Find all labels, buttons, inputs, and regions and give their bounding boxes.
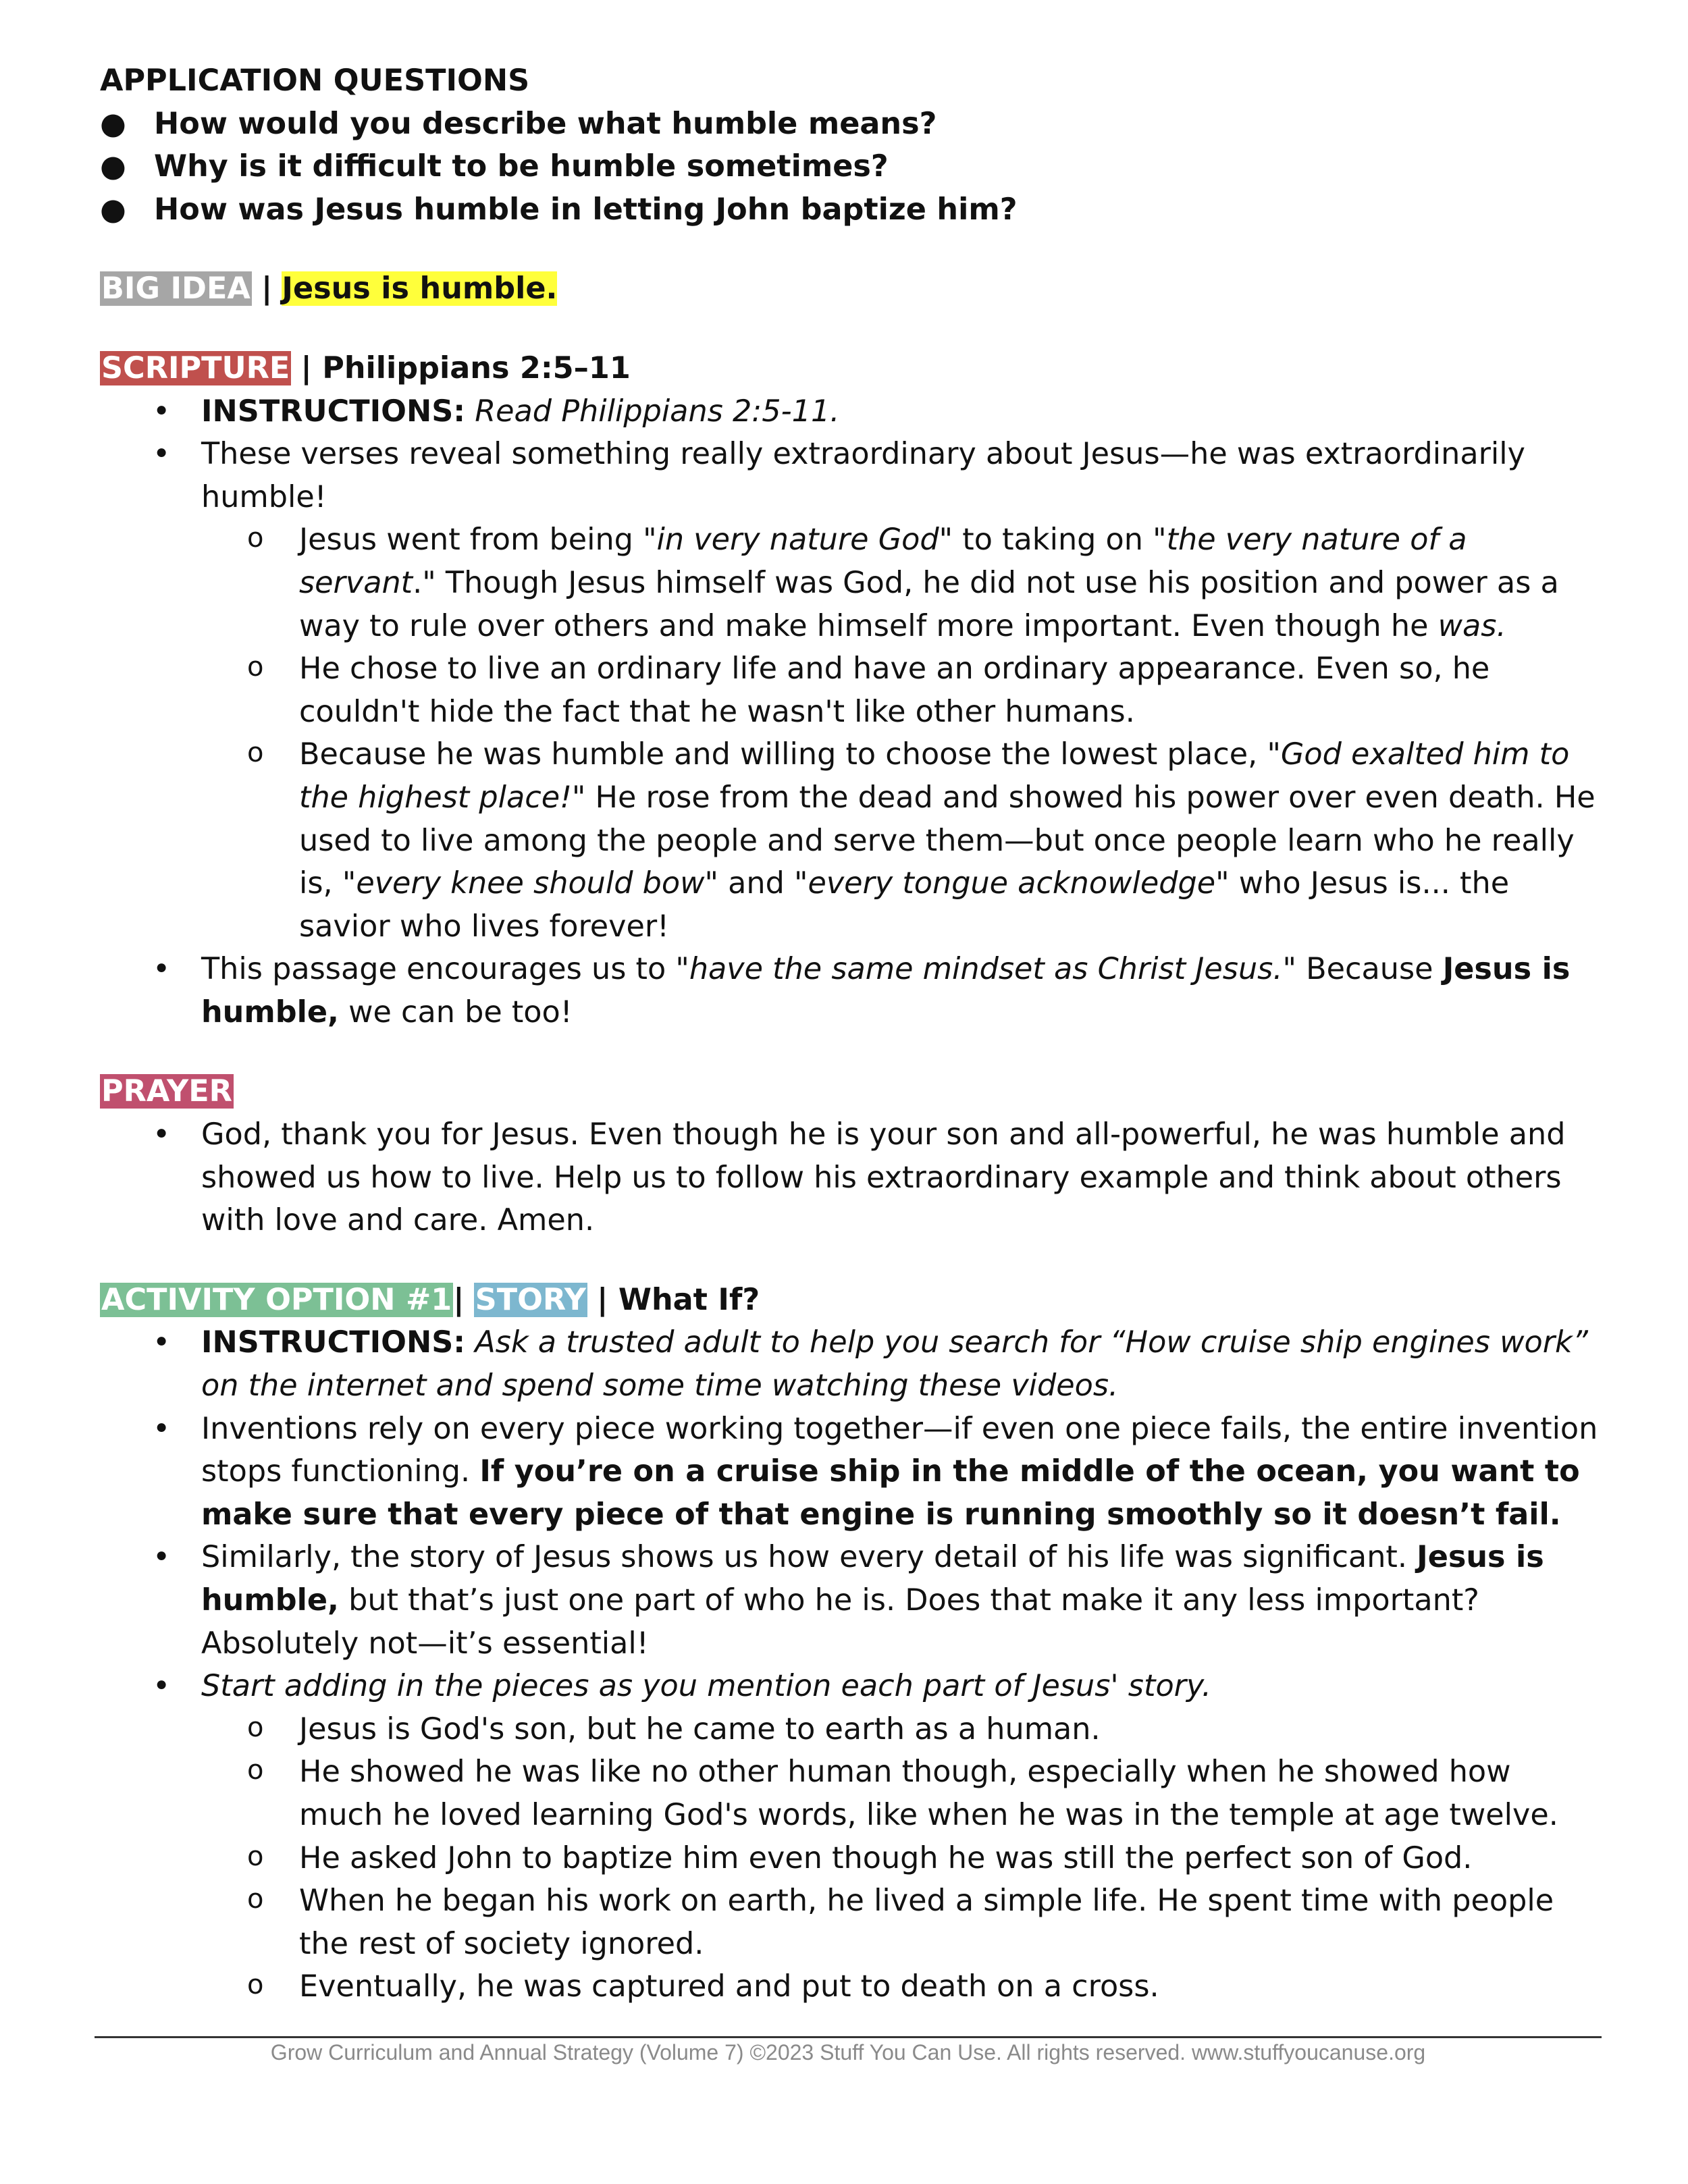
big-idea-text: Jesus is humble. — [282, 271, 558, 307]
circle-bullet-icon: o — [247, 1884, 264, 1915]
big-idea-label: BIG IDEA — [101, 271, 250, 307]
list-item — [100, 948, 1599, 1034]
list-item — [100, 1536, 1599, 1665]
bullet-icon: • — [153, 952, 171, 987]
question-item — [100, 103, 1599, 146]
list-item — [100, 390, 1599, 433]
sub-list-item — [100, 1837, 1599, 1880]
list-item-text: Inventions rely on every piece working together—if even one piece fails, the entire invention stops functioning. If you’re on a cruise ship in the middle of the ocean, you want to make sure that every piece of that engine is running smoothly so it doesn’t fail. — [201, 1411, 1598, 1532]
sub-list-item — [100, 647, 1599, 733]
list-item-text: These verses reveal something really extraordinary about Jesus—he was extraordinarily humble! — [201, 437, 1525, 514]
bullet-icon: • — [153, 1669, 171, 1704]
document-page — [100, 59, 1599, 2008]
activity-title: | What If? — [597, 1282, 760, 1317]
list-item — [100, 1665, 1599, 1708]
question-text: How would you describe what humble means? — [154, 106, 937, 141]
footer-text: Grow Curriculum and Annual Strategy (Volume 7) ©2023 Stuff You Can Use. All rights reserved. www.stuffyoucanuse.org — [270, 2040, 1426, 2065]
sub-list-item — [100, 1708, 1599, 1751]
sub-list-item — [100, 733, 1599, 948]
sub-list-item-text: Jesus is God's son, but he came to earth as a human. — [299, 1711, 1101, 1747]
bullet-icon: • — [153, 394, 171, 429]
circle-bullet-icon: o — [247, 1969, 264, 2001]
circle-bullet-icon: o — [247, 1755, 264, 1786]
sub-list-item-text: Eventually, he was captured and put to death on a cross. — [299, 1969, 1159, 2004]
circle-bullet-icon: o — [247, 1840, 264, 1872]
list-item-text: Similarly, the story of Jesus shows us how every detail of his life was significant. Jesus is humble, but that’s just one part of who he is. Does that make it any less important? Absolutely not—it’s essential! — [201, 1540, 1544, 1661]
list-item — [100, 1113, 1599, 1242]
sub-list-item-text: He asked John to baptize him even though he was still the perfect son of God. — [299, 1840, 1473, 1875]
activity-line — [100, 1279, 1599, 1322]
separator: | — [261, 271, 273, 307]
sub-list-item — [100, 1965, 1599, 2008]
list-item — [100, 1321, 1599, 1407]
activity-label: ACTIVITY OPTION #1 — [101, 1282, 452, 1317]
circle-bullet-icon: o — [247, 523, 264, 554]
bullet-icon: • — [153, 1411, 171, 1446]
sub-list-item — [100, 518, 1599, 647]
sub-list-item-text: He chose to live an ordinary life and have an ordinary appearance. Even so, he couldn't hide the fact that he wasn't like other humans. — [299, 651, 1490, 729]
sub-list-item — [100, 1751, 1599, 1836]
scripture-label: SCRIPTURE — [101, 350, 290, 385]
list-item — [100, 1408, 1599, 1537]
footer-divider — [95, 2036, 1602, 2038]
scripture-line — [100, 347, 1599, 390]
question-text: How was Jesus humble in letting John baptize him? — [154, 192, 1018, 227]
list-item-text: Start adding in the pieces as you mention each part of Jesus' story. — [201, 1669, 1211, 1704]
bullet-icon: ● — [100, 106, 126, 141]
sub-list-item — [100, 1880, 1599, 1965]
list-item — [100, 433, 1599, 518]
question-item — [100, 188, 1599, 232]
big-idea-line — [100, 267, 1599, 311]
prayer-label: PRAYER — [101, 1074, 232, 1109]
bullet-icon: • — [153, 1117, 171, 1152]
sub-list-item-text: Because he was humble and willing to choose the lowest place, "God exalted him to the highest place!" He rose from the dead and showed his power over even death. He used to live among the people and serve them—but once people learn who he really is, "every knee should bow" and "every tongue acknowledge" who Jesus is... the savior who lives forever! — [299, 737, 1595, 944]
question-text: Why is it difficult to be humble sometimes? — [154, 149, 889, 184]
sub-list-item-text: Jesus went from being "in very nature God" to taking on "the very nature of a servant." Though Jesus himself was God, he did not use his position and power as a way to rule over others and make himself more important. Even though he was. — [299, 523, 1559, 643]
scripture-reference: | Philippians 2:5–11 — [300, 350, 631, 385]
bullet-icon: • — [153, 1540, 171, 1575]
bullet-icon: • — [153, 1325, 171, 1360]
prayer-line — [100, 1070, 1599, 1113]
instructions-text: INSTRUCTIONS: Ask a trusted adult to help you search for “How cruise ship engines work” on the internet and spend some time watching these videos. — [201, 1325, 1588, 1404]
application-heading: APPLICATION QUESTIONS — [100, 63, 530, 98]
separator: | — [453, 1282, 465, 1317]
circle-bullet-icon: o — [247, 651, 264, 683]
bullet-icon: ● — [100, 192, 126, 227]
bullet-icon: ● — [100, 149, 126, 184]
sub-list-item-text: He showed he was like no other human though, especially when he showed how much he loved learning God's words, like when he was in the temple at age twelve. — [299, 1755, 1558, 1832]
bullet-icon: • — [153, 437, 171, 472]
prayer-text: God, thank you for Jesus. Even though he is your son and all-powerful, he was humble and showed us how to live. Help us to follow his extraordinary example and think about others with love and care. Amen. — [201, 1117, 1566, 1238]
circle-bullet-icon: o — [247, 737, 264, 769]
question-item — [100, 145, 1599, 188]
list-item-text: This passage encourages us to "have the same mindset as Christ Jesus." Because Jesus is humble, we can be too! — [201, 952, 1571, 1030]
instructions-text: INSTRUCTIONS: Read Philippians 2:5-11. — [201, 394, 840, 429]
story-label: STORY — [475, 1282, 586, 1317]
circle-bullet-icon: o — [247, 1711, 264, 1743]
sub-list-item-text: When he began his work on earth, he lived a simple life. He spent time with people the rest of society ignored. — [299, 1884, 1554, 1961]
